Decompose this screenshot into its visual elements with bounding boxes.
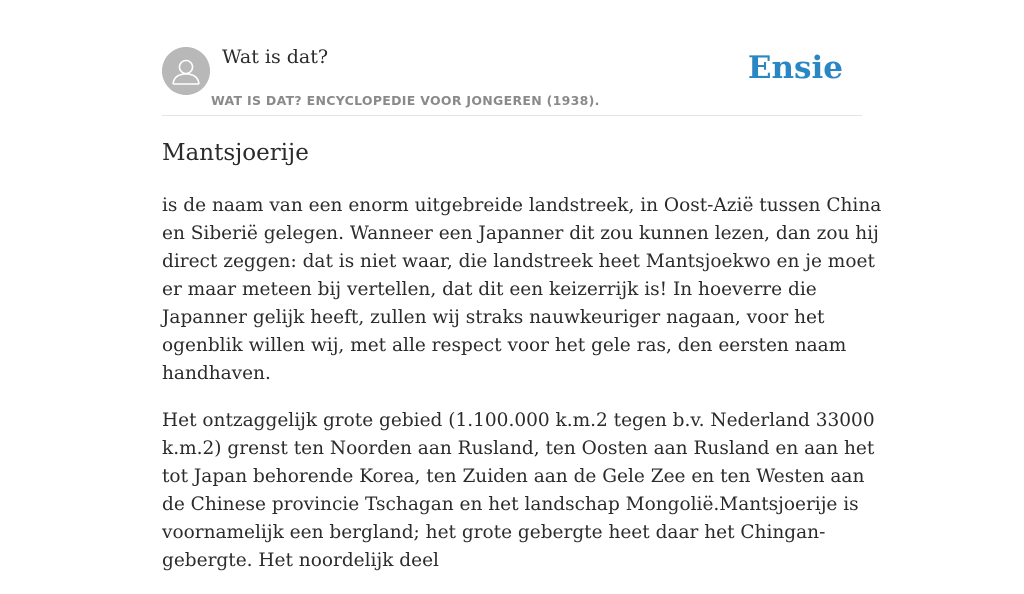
source-avatar[interactable] <box>162 47 210 95</box>
article-title: Mantsjoerije <box>162 140 309 166</box>
ensie-logo[interactable]: Ensie <box>747 50 843 86</box>
article-body <box>162 192 882 594</box>
source-title-link[interactable]: Wat is dat? <box>222 46 329 68</box>
source-subtitle: WAT IS DAT? ENCYCLOPEDIE VOOR JONGEREN (1938). <box>211 93 600 108</box>
user-icon <box>162 47 210 95</box>
article-header <box>162 0 862 116</box>
article-paragraph: Het ontzaggelijk grote gebied (1.100.000 k.m.2 tegen b.v. Nederland 33000 k.m.2) grenst ten Noorden aan Rusland, ten Oosten aan Rusland en aan het tot Japan behorende Korea, ten Zuiden aan de Gele Zee en ten Westen aan de Chinese provincie Tschagan en het landschap Mongolië.Mantsjoerije is voornamelijk een bergland; het grote gebergte heet daar het Chingan-gebergte. Het noordelijk deel <box>162 410 875 571</box>
article-paragraph: is de naam van een enorm uitgebreide landstreek, in Oost-Azië tussen China en Siberië gelegen. Wanneer een Japanner dit zou kunnen lezen, dan zou hij direct zeggen: dat is niet waar, die landstreek heet Mantsjoekwo en je moet er maar meteen bij vertellen, dat dit een keizerrijk is! In hoeverre die Japanner gelijk heeft, zullen wij straks nauwkeuriger nagaan, voor het ogenblik willen wij, met alle respect voor het gele ras, den eersten naam handhaven. <box>162 195 882 384</box>
page-container <box>162 0 882 571</box>
